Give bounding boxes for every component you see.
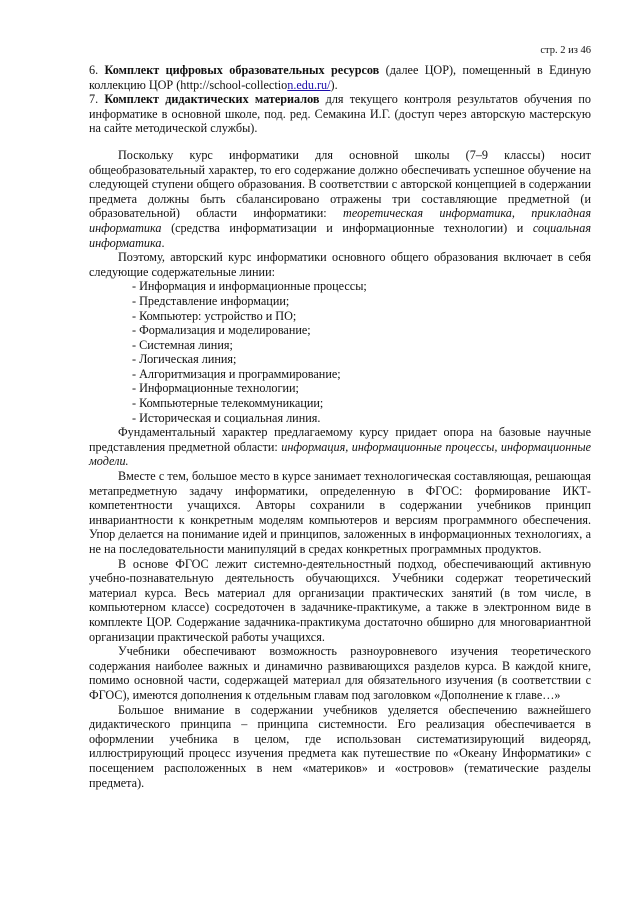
paragraph-fundamental (89, 425, 591, 469)
italic-term: информационные процессы (351, 439, 495, 454)
paragraph-end: . (125, 454, 129, 469)
list-item: - Компьютерные телекоммуникации; (132, 396, 324, 411)
list-item: - Формализация и моделирование; (132, 323, 311, 338)
paragraph-text: Поскольку курс информатики для основной школы (7–9 классы) носит общеобразовательный характер, то его содержание должно обеспечивать успешное обучение на следующей ступени общего образования. В соответствии с авторской концепцией в содержании предмета должны быть сбалансировано отражены три составляющие предметной (и образовательной) области информатики: (89, 147, 591, 221)
list-item: - Историческая и социальная линия. (132, 410, 321, 425)
paragraph-end: . (161, 235, 165, 250)
document-body (89, 63, 591, 790)
italic-term: информация (281, 439, 346, 454)
separator: , (494, 439, 501, 454)
paragraph-content-lines: Поэтому, авторский курс информатики основного общего образования включает в себя следующие содержательные линии: (89, 250, 591, 279)
collection-link[interactable]: n.edu.ru/ (287, 77, 331, 92)
separator: , (345, 439, 352, 454)
italic-term: прикладная информатика (89, 206, 591, 235)
list-item: - Логическая линия; (132, 352, 237, 367)
item-7-number: 7. (89, 92, 99, 107)
item-7-title: Комплект дидактических материалов (104, 92, 320, 107)
paragraph-technology: Вместе с тем, большое место в курсе занимает технологическая составляющая, решающая метапредметную задачу информатики, определенную в ФГОС: формирование ИКТ-компетентности учащихся. Авторы сохранили в содержании учебников принцип инвариантности к конкретным моделям компьютеров и версиям программного обеспечения. Упор делается на понимание идей и принципов, заложенных в информационных технологиях, а не на последовательности манипуляций в средах конкретных программных продуктов. (89, 469, 591, 556)
item-7 (89, 92, 591, 136)
item-6-tail: ). (330, 77, 338, 92)
italic-term: теоретическая информатика (343, 206, 512, 221)
paragraph-textbooks: Учебники обеспечивают возможность разноуровневого изучения теоретического содержания наиболее важных и динамично развивающихся разделов курса. В каждой книге, помимо основной части, содержащей материал для обязательного изучения (в соответствии с ФГОС), имеются дополнения к отдельным главам под заголовком «Дополнение к главе…» (89, 644, 591, 702)
content-lines-list (89, 279, 591, 425)
item-6-number: 6. (89, 63, 99, 77)
list-item: - Алгоритмизация и программирование; (132, 366, 341, 381)
item-6-text: (далее ЦОР), помещенный в Единую коллекцию ЦОР (http://school-collectio (89, 63, 591, 92)
paragraph-systematic: Большое внимание в содержании учебников уделяется обеспечению важнейшего дидактического принципа – принципа системности. Его реализация обеспечивается в оформлении учебника в целом, где использован систематизирующий видеоряд, иллюстрирующий процесс изучения предмета как путешествие по «Океану Информатики» с посещением расположенных в нем «материков» и «островов» (тематические разделы предмета). (89, 702, 591, 790)
italic-term: социальная информатика (89, 220, 591, 250)
list-item: - Представление информации; (132, 293, 290, 308)
list-item: - Системная линия; (132, 337, 233, 352)
paragraph-course-components (89, 148, 591, 250)
paragraph-fgos: В основе ФГОС лежит системно-деятельностный подход, обеспечивающий активную учебно-познавательную деятельность обучающихся. Учебники содержат теоретический материал курса. Весь материал для организации практических занятий (в том числе, в компьютерном классе) сосредоточен в задачнике-практикуме, а также в электронном виде в комплекте ЦОР. Содержание задачника-практикума достаточно обширно для многовариантной организации практической работы учащихся. (89, 556, 591, 644)
italic-term: информационные модели (89, 439, 592, 469)
list-item: - Информационные технологии; (132, 381, 299, 396)
item-6 (89, 63, 591, 92)
item-6-title: Комплект цифровых образовательных ресурсов (104, 63, 380, 77)
paragraph-gap (89, 136, 591, 148)
list-item: - Информация и информационные процессы; (132, 279, 367, 294)
list-item: - Компьютер: устройство и ПО; (132, 308, 297, 323)
page-number: стр. 2 из 46 (540, 45, 591, 56)
paragraph-text: (средства информатизации и информационные технологии) и (161, 220, 533, 235)
item-7-text: для текущего контроля результатов обучения по информатике в основной школе, под. ред. Семакина И.Г. (доступ через авторскую мастерскую на сайте методической службы). (89, 92, 591, 136)
paragraph-text: Фундаментальный характер предлагаемому курсу придает опора на базовые научные представления предметной области: (89, 425, 591, 454)
separator: , (511, 206, 532, 221)
